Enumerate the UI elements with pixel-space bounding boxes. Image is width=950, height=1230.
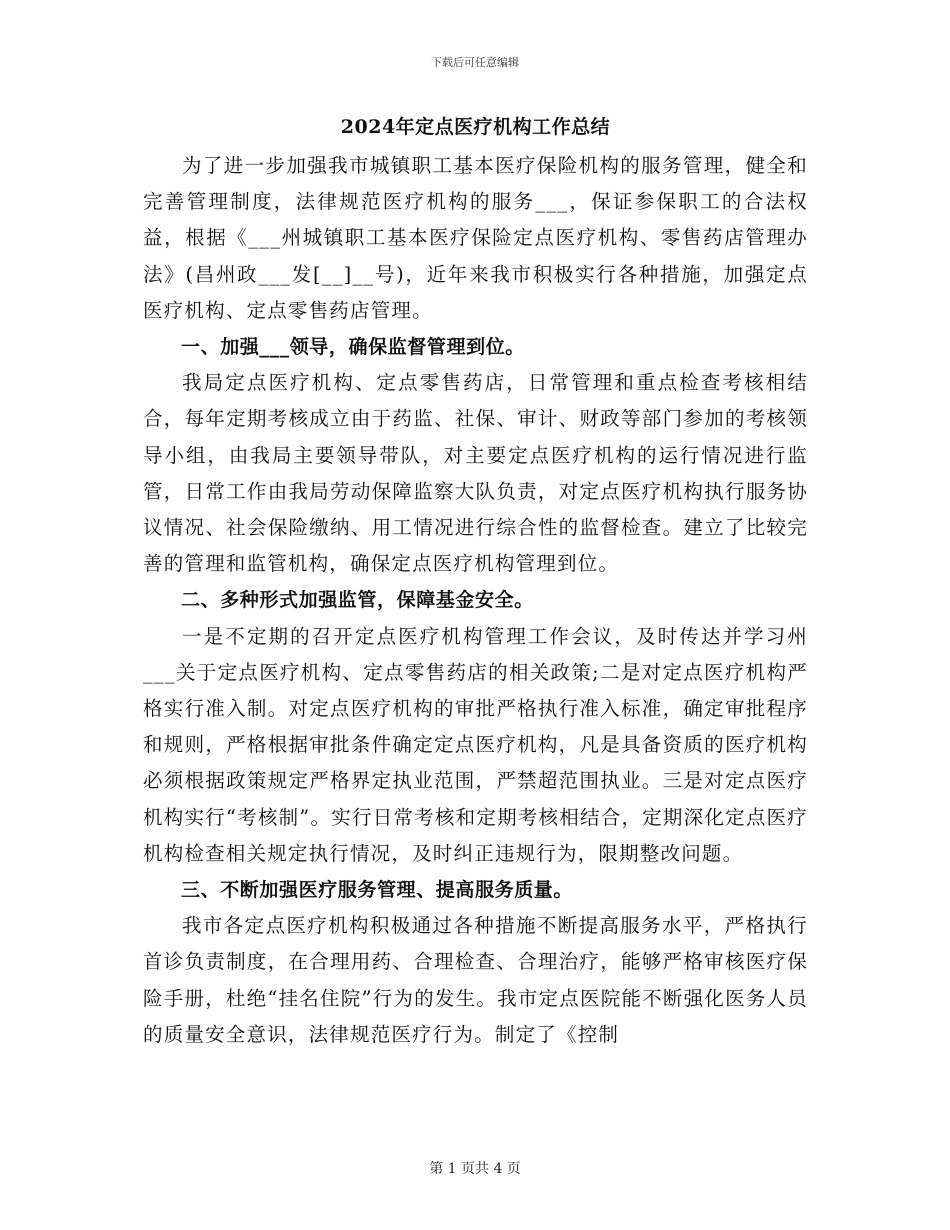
section-1-paragraph: 我局定点医疗机构、定点零售药店，日常管理和重点检查考核相结合，每年定期考核成立由于药监、社保、审计、财政等部门参加的考核领导小组，由我局主要领导带队，对主要定点医疗机构的运行情况进行监管，日常工作由我局劳动保障监察大队负责，对定点医疗机构执行服务协议情况、社会保险缴纳、用工情况进行综合性的监督检查。建立了比较完善的管理和监管机构，确保定点医疗机构管理到位。 [143, 371, 808, 576]
document-body [143, 112, 808, 1053]
section-3-paragraph: 我市各定点医疗机构积极通过各种措施不断提高服务水平，严格执行首诊负责制度，在合理用药、合理检查、合理治疗，能够严格审核医疗保险手册，杜绝“挂名住院”行为的发生。我市定点医院能不断强化医务人员的质量安全意识，法律规范医疗行为。制定了《控制 [143, 914, 808, 1046]
intro-paragraph: 为了进一步加强我市城镇职工基本医疗保险机构的服务管理，健全和完善管理制度，法律规范医疗机构的服务___，保证参保职工的合法权益，根据《___州城镇职工基本医疗保险定点医疗机构、零售药店管理办法》(昌州政___发[__]__号)，近年来我市积极实行各种措施，加强定点医疗机构、定点零售药店管理。 [143, 154, 808, 322]
section-1-heading: 一、加强___领导，确保监督管理到位。 [181, 336, 525, 359]
section-3-heading: 三、不断加强医疗服务管理、提高服务质量。 [181, 879, 574, 902]
section-2-paragraph: 一是不定期的召开定点医疗机构管理工作会议，及时传达并学习州___关于定点医疗机构、定点零售药店的相关政策;二是对定点医疗机构严格实行准入制。对定点医疗机构的审批严格执行准入标准，确定审批程序和规则，严格根据审批条件确定定点医疗机构，凡是具备资质的医疗机构必须根据政策规定严格界定执业范围，严禁超范围执业。三是对定点医疗机构实行“考核制”。实行日常考核和定期考核相结合，定期深化定点医疗机构检查相关规定执行情况，及时纠正违规行为，限期整改问题。 [143, 624, 808, 865]
page-header-note: 下载后可任意编辑 [431, 56, 519, 69]
section-2-heading: 二、多种形式加强监管，保障基金安全。 [181, 589, 534, 612]
document-title: 2024年定点医疗机构工作总结 [340, 116, 611, 138]
page-footer: 第 1 页共 4 页 [429, 1161, 521, 1177]
